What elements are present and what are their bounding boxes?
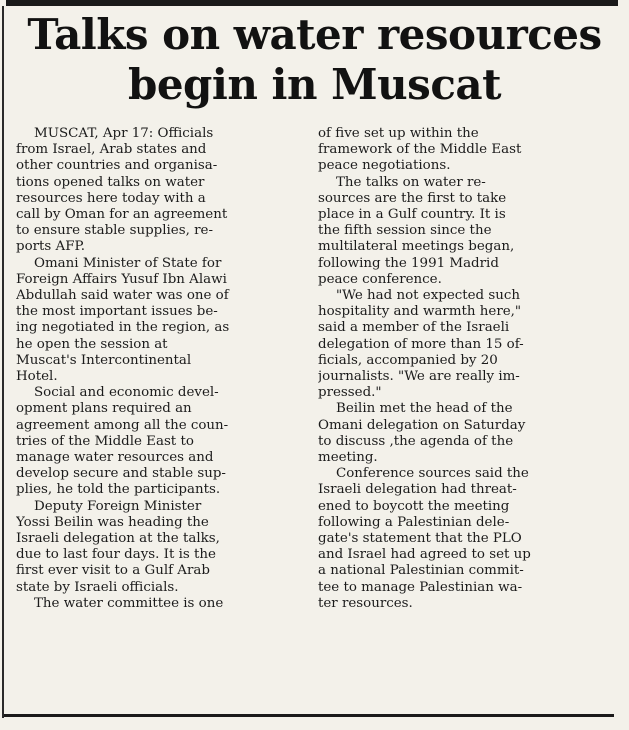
article-line: place in a Gulf country. It is xyxy=(318,207,506,223)
article-line: Conference sources said the xyxy=(336,466,529,482)
article-line: of five set up within the xyxy=(318,126,479,141)
article-line: first ever visit to a Gulf Arab xyxy=(16,563,210,579)
article-line: The water committee is one xyxy=(34,595,224,611)
article-line: call by Oman for an agreement xyxy=(16,207,228,223)
article-line: ports AFP. xyxy=(16,239,86,255)
article-line: to ensure stable supplies, re- xyxy=(16,223,213,239)
article-line: Muscat's Intercontinental xyxy=(16,352,192,368)
article-line: hospitality and warmth here," xyxy=(318,304,522,320)
article-line: tee to manage Palestinian wa- xyxy=(318,579,523,595)
article-line: Beilin met the head of the xyxy=(336,401,513,417)
article-line: gate's statement that the PLO xyxy=(318,531,522,547)
article-line: MUSCAT, Apr 17: Officials xyxy=(34,126,214,141)
article-line: the most important issues be- xyxy=(16,304,218,320)
article-line: a national Palestinian commit- xyxy=(318,563,524,579)
article-line: following a Palestinian dele- xyxy=(318,514,510,530)
article-line: The talks on water re- xyxy=(336,174,486,190)
article-column-left xyxy=(16,126,284,612)
article-line: ficials, accompanied by 20 xyxy=(318,352,498,368)
article-line: the fifth session since the xyxy=(318,223,492,239)
article-line: Israeli delegation at the talks, xyxy=(16,531,220,547)
left-border-rule xyxy=(2,6,4,718)
article-line: manage water resources and xyxy=(16,450,214,466)
article-line: journalists. "We are really im- xyxy=(318,369,520,385)
headline xyxy=(0,10,629,110)
article-line: ened to boycott the meeting xyxy=(318,498,510,514)
article-line: opment plans required an xyxy=(16,401,192,417)
article-line: and Israel had agreed to set up xyxy=(318,547,531,563)
article-line: Deputy Foreign Minister xyxy=(34,498,202,514)
column-gutter xyxy=(300,130,301,710)
bottom-border-rule xyxy=(4,714,614,717)
article-line: pressed." xyxy=(318,385,382,401)
article-line: Social and economic devel- xyxy=(34,385,219,401)
article-line: from Israel, Arab states and xyxy=(16,142,207,158)
article-line: following the 1991 Madrid xyxy=(318,255,499,271)
article-column-right xyxy=(318,126,586,612)
article-line: Israeli delegation had threat- xyxy=(318,482,517,498)
article-line: agreement among all the coun- xyxy=(16,417,229,433)
article-line: peace conference. xyxy=(318,271,442,287)
article-line: said a member of the Israeli xyxy=(318,320,510,336)
headline-line-2: begin in Muscat xyxy=(127,60,502,109)
article-line: sources are the first to take xyxy=(318,190,507,206)
article-line: Abdullah said water was one of xyxy=(16,288,229,304)
article-line: "We had not expected such xyxy=(336,288,520,304)
article-line: Hotel. xyxy=(16,369,58,385)
article-line: ing negotiated in the region, as xyxy=(16,320,230,336)
article-line: Omani Minister of State for xyxy=(34,255,222,271)
article-line: tries of the Middle East to xyxy=(16,433,194,449)
article-line: delegation of more than 15 of- xyxy=(318,336,524,352)
article-line: develop secure and stable sup- xyxy=(16,466,226,482)
top-border-rule xyxy=(6,0,618,6)
article-line: state by Israeli officials. xyxy=(16,579,179,595)
article-line: due to last four days. It is the xyxy=(16,547,216,563)
article-line: he open the session at xyxy=(16,336,168,352)
article-line: multilateral meetings began, xyxy=(318,239,515,255)
article-line: plies, he told the participants. xyxy=(16,482,221,498)
article-line: framework of the Middle East xyxy=(318,142,522,158)
article-line: ter resources. xyxy=(318,595,413,611)
article-line: Foreign Affairs Yusuf Ibn Alawi xyxy=(16,271,227,287)
article-line: meeting. xyxy=(318,450,378,466)
article-line: Yossi Beilin was heading the xyxy=(16,514,209,530)
article-line: peace negotiations. xyxy=(318,158,451,174)
article-line: to discuss ,the agenda of the xyxy=(318,433,514,449)
article-line: other countries and organisa- xyxy=(16,158,218,174)
article-line: resources here today with a xyxy=(16,190,206,206)
headline-line-1: Talks on water resources xyxy=(27,10,602,59)
article-line: tions opened talks on water xyxy=(16,174,205,190)
article-line: Omani delegation on Saturday xyxy=(318,417,526,433)
